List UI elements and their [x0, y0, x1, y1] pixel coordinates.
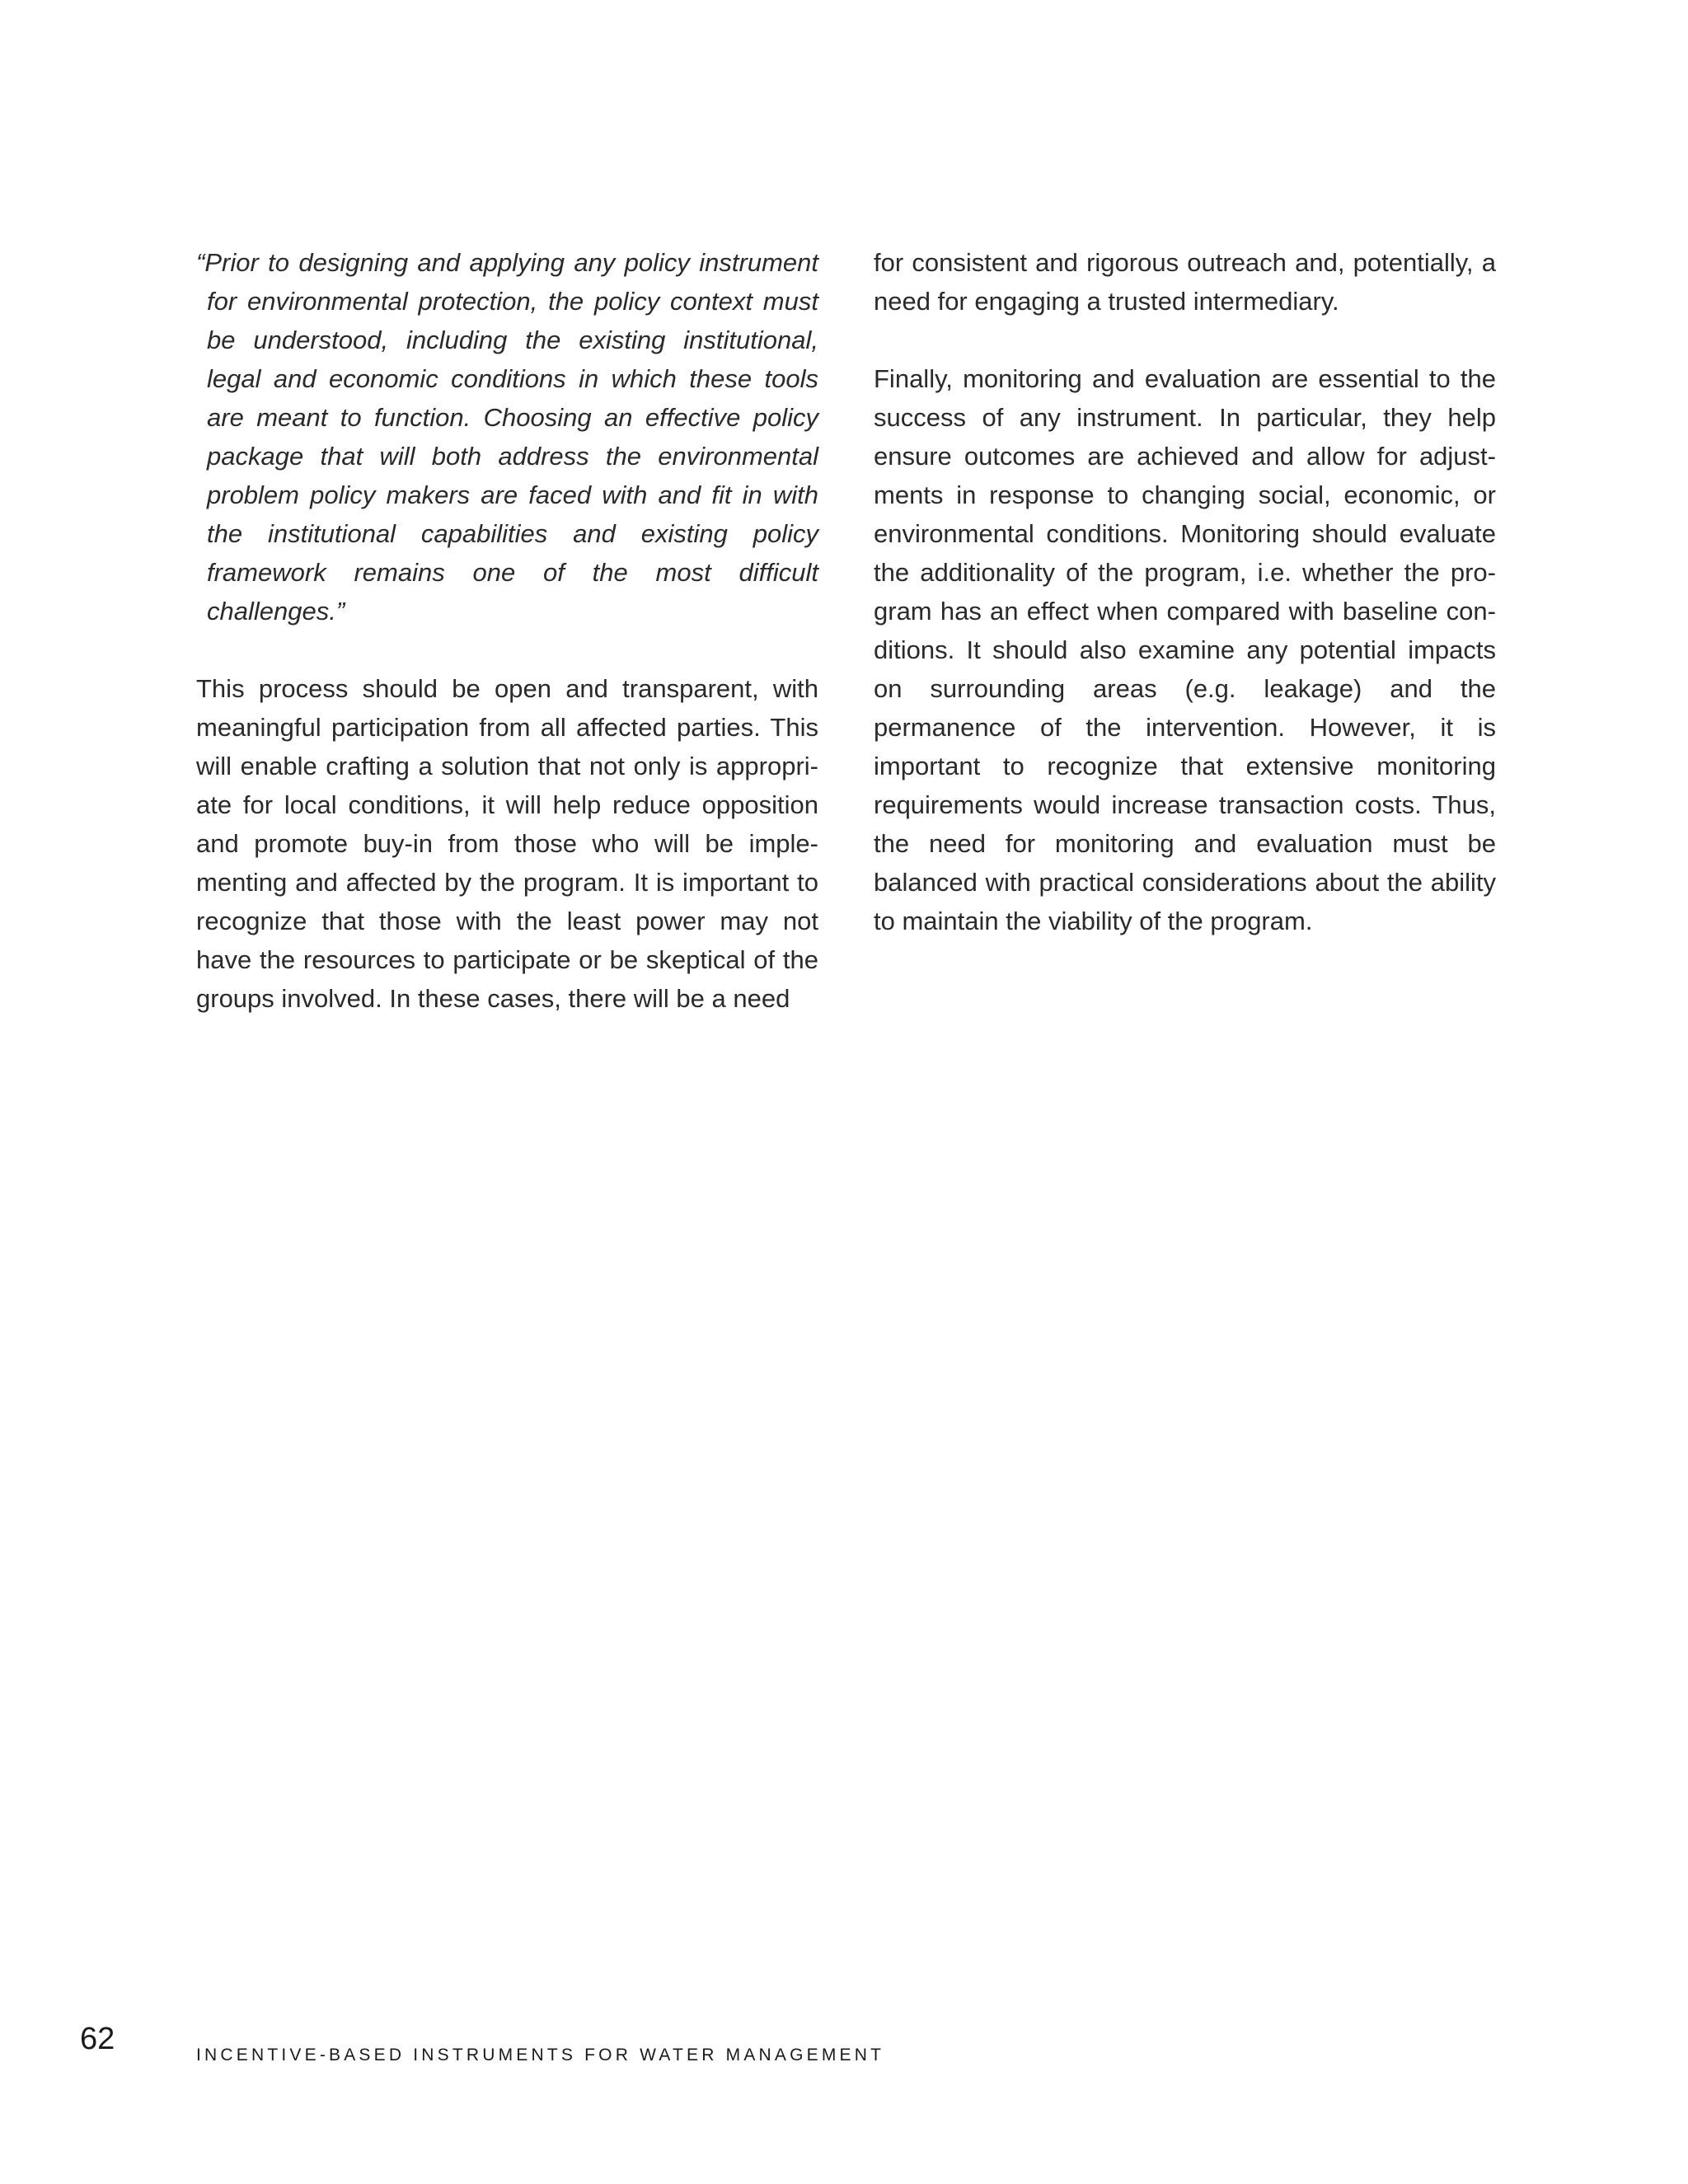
page-number: 62	[80, 2022, 115, 2056]
body-paragraph: Finally, monitoring and evaluation are essential to the success of any instrument. In particular, they help ensure outcomes are achieved and allow for adjustments in response to changing social, economic, or environmental conditions. Monitoring should evaluate the additionality of the program, i.e. whether the program has an effect when compared with baseline conditions. It should also examine any potential impacts on surrounding areas (e.g. leakage) and the permanence of the intervention. However, it is important to recognize that extensive monitoring requirements would increase transaction costs. Thus, the need for monitoring and evaluation must be balanced with practical considerations about the ability to maintain the viability of the program.	[874, 364, 1496, 935]
body-paragraph-continued: for consistent and rigorous outreach and, potentially, a need for engaging a trusted intermediary.	[874, 248, 1496, 316]
body-paragraph: This process should be open and transparent, with meaningful participation from all affected parties. This will enable crafting a solution that not only is appropriate for local conditions, it will help reduce opposition and promote buy-in from those who will be implementing and affected by the program. It is important to recognize that those with the least power may not have the resources to participate or be skeptical of the groups involved. In these cases, there will be a need	[196, 674, 818, 1013]
running-head: INCENTIVE-BASED INSTRUMENTS FOR WATER MANAGEMENT	[196, 2046, 885, 2064]
left-column	[196, 243, 818, 1057]
right-column	[874, 243, 1496, 979]
block-quote: “Prior to designing and applying any policy instrument for environmental protection, the policy context must be understood, including the existing institutional, legal and economic conditions in which these tools are meant to function. Choosing an effective policy package that will both address the environmental problem policy makers are faced with and fit in with the institutional capabilities and existing policy framework remains one of the most difficult challenges.”	[196, 248, 818, 626]
